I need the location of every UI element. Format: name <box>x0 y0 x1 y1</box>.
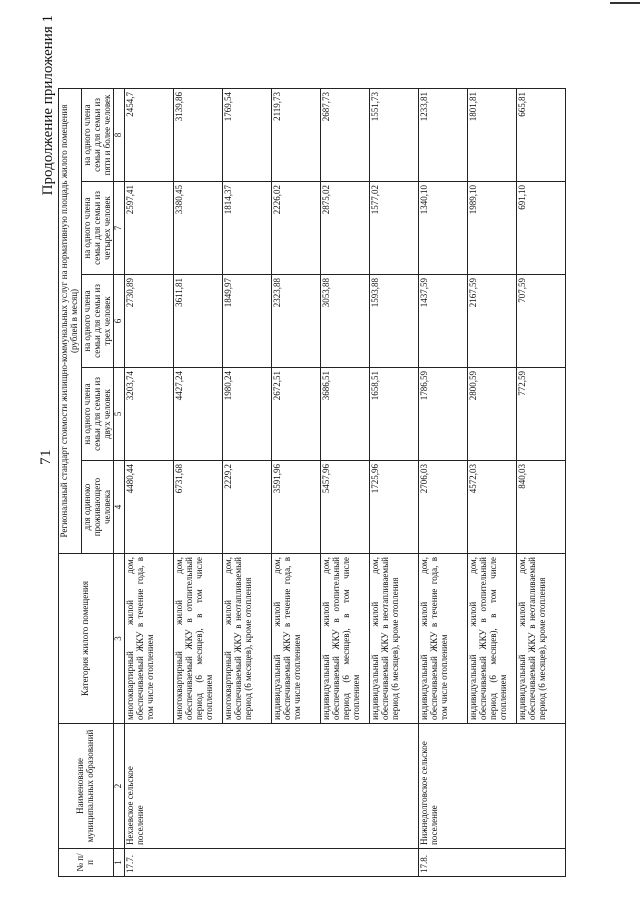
group-number: 17.7. <box>125 849 419 877</box>
category-cell: индивидуальный жилой дом, обеспечиваемый ЖКУ в течение года, в том числе отоплением <box>419 554 468 724</box>
column-number: 1 <box>114 849 125 877</box>
value-cell: 691,10 <box>517 182 566 275</box>
value-cell: 840,03 <box>517 461 566 554</box>
value-cell: 1786,59 <box>419 368 468 461</box>
header-municipality: Наименование муниципальных образований <box>59 724 114 849</box>
column-number: 8 <box>114 88 125 181</box>
tariff-table <box>58 88 566 877</box>
value-cell: 3053,88 <box>321 275 370 368</box>
value-cell: 1437,59 <box>419 275 468 368</box>
value-cell: 2229,2 <box>223 461 272 554</box>
value-cell: 4427,24 <box>174 368 223 461</box>
value-cell: 1577,02 <box>370 182 419 275</box>
header-five: на одного члена семьи для семьи из пяти и более человек <box>81 88 114 181</box>
value-cell: 1989,10 <box>468 182 517 275</box>
value-cell: 1593,88 <box>370 275 419 368</box>
column-number: 7 <box>114 182 125 275</box>
value-cell: 2226,02 <box>272 182 321 275</box>
category-cell: индивидуальный жилой дом, обеспечиваемый ЖКУ в отопительный период (6 месяцев), в том числе отоплением <box>468 554 517 724</box>
value-cell: 1814,37 <box>223 182 272 275</box>
value-cell: 3611,81 <box>174 275 223 368</box>
value-cell: 3380,45 <box>174 182 223 275</box>
category-cell: многоквартирный жилой дом, обеспечиваемый ЖКУ в неотапливаемый период (6 месяцев), кроме отопления <box>223 554 272 724</box>
category-cell: многоквартирный жилой дом, обеспечиваемый ЖКУ в отопительный период (6 месяцев), в том числе отоплением <box>174 554 223 724</box>
group-number: 17.8. <box>419 849 566 877</box>
value-cell: 2323,88 <box>272 275 321 368</box>
value-cell: 1849,97 <box>223 275 272 368</box>
municipality-name: Нижнедолговское сельское поселение <box>419 724 566 849</box>
value-cell: 1769,54 <box>223 88 272 181</box>
value-cell: 2687,73 <box>321 88 370 181</box>
category-cell: индивидуальный жилой дом, обеспечиваемый ЖКУ в неотапливаемый период (6 месяцев), кроме отопления <box>370 554 419 724</box>
value-cell: 1340,10 <box>419 182 468 275</box>
category-cell: индивидуальный жилой дом, обеспечиваемый ЖКУ в отопительный период (6 месяцев), в том числе отоплением <box>321 554 370 724</box>
value-cell: 1551,73 <box>370 88 419 181</box>
value-cell: 3203,74 <box>125 368 174 461</box>
column-number: 4 <box>114 461 125 554</box>
header-standard-group: Региональный стандарт стоимости жилищно-коммунальных услуг на нормативную площадь жилого помещения (рублей в месяц) <box>59 88 82 553</box>
value-cell: 6731,68 <box>174 461 223 554</box>
value-cell: 1725,96 <box>370 461 419 554</box>
value-cell: 2597,41 <box>125 182 174 275</box>
value-cell: 1233,81 <box>419 88 468 181</box>
value-cell: 2875,02 <box>321 182 370 275</box>
category-cell: индивидуальный жилой дом, обеспечиваемый ЖКУ в неотапливаемый период (6 месяцев), кроме отопления <box>517 554 566 724</box>
column-number-row <box>114 88 125 876</box>
value-cell: 3591,96 <box>272 461 321 554</box>
value-cell: 1658,51 <box>370 368 419 461</box>
page-number: 71 <box>38 449 54 465</box>
value-cell: 5457,96 <box>321 461 370 554</box>
value-cell: 772,59 <box>517 368 566 461</box>
table-row <box>125 88 174 876</box>
value-cell: 4572,03 <box>468 461 517 554</box>
header-two: на одного члена семьи для семьи из двух человек <box>81 368 114 461</box>
header-four: на одного члена семьи для семьи из четырех человек <box>81 182 114 275</box>
value-cell: 1801,81 <box>468 88 517 181</box>
value-cell: 665,81 <box>517 88 566 181</box>
value-cell: 2800,59 <box>468 368 517 461</box>
value-cell: 2730,89 <box>125 275 174 368</box>
column-number: 5 <box>114 368 125 461</box>
value-cell: 707,59 <box>517 275 566 368</box>
header-three: на одного члена семьи для семьи из трех человек <box>81 275 114 368</box>
value-cell: 2119,73 <box>272 88 321 181</box>
value-cell: 3139,86 <box>174 88 223 181</box>
table-row <box>419 88 468 876</box>
value-cell: 2672,51 <box>272 368 321 461</box>
continuation-title: Продолжение приложения 1 <box>40 15 56 196</box>
header-category: Категория жилого помещения <box>59 554 114 724</box>
column-number: 2 <box>114 724 125 849</box>
category-cell: индивидуальный жилой дом, обеспечиваемый ЖКУ в течение года, в том числе отоплением <box>272 554 321 724</box>
municipality-name: Нехаевское сельское поселение <box>125 724 419 849</box>
column-number: 3 <box>114 554 125 724</box>
value-cell: 2167,59 <box>468 275 517 368</box>
header-single: для одиноко проживающего человека <box>81 461 114 554</box>
value-cell: 1980,24 <box>223 368 272 461</box>
value-cell: 2706,03 <box>419 461 468 554</box>
value-cell: 4480,44 <box>125 461 174 554</box>
column-number: 6 <box>114 275 125 368</box>
header-no: № п/п <box>59 849 114 877</box>
value-cell: 3686,51 <box>321 368 370 461</box>
category-cell: многоквартирный жилой дом, обеспечиваемый ЖКУ в течение года, в том числе отоплением <box>125 554 174 724</box>
value-cell: 2454,7 <box>125 88 174 181</box>
